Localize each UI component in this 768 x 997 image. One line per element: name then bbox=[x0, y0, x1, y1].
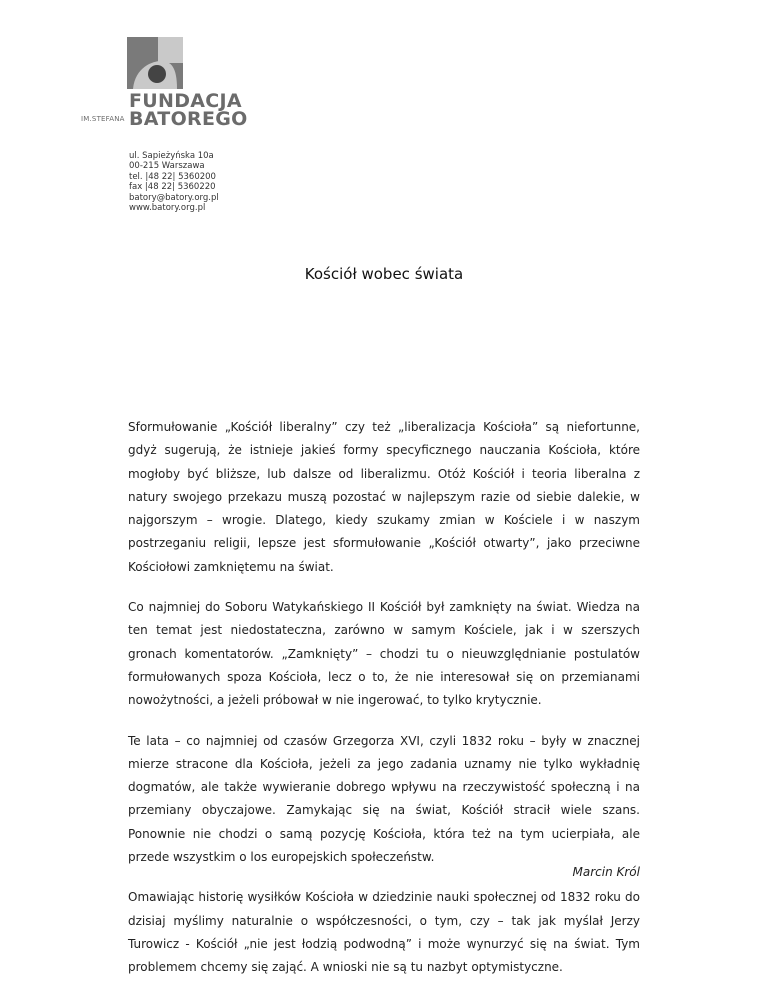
address-fax: fax |48 22| 5360220 bbox=[129, 182, 216, 193]
author-signature: Marcin Król bbox=[572, 865, 640, 879]
org-name-line-2: BATOREGO bbox=[129, 108, 248, 130]
address-street: ul. Sapieżyńska 10a bbox=[129, 151, 214, 161]
address-website[interactable]: www.batory.org.pl bbox=[129, 203, 206, 214]
document-title: Kościół wobec świata bbox=[304, 265, 464, 283]
document-body bbox=[128, 416, 640, 997]
address-email[interactable]: batory@batory.org.pl bbox=[129, 192, 219, 203]
foundation-logo-icon bbox=[127, 37, 183, 89]
paragraph-1: Sformułowanie „Kościół liberalny” czy też „liberalizacja Kościoła” są niefortunne, gdyż sugerują, że istnieje jakieś formy specyficznego nauczania Kościoła, które mogłoby być bliższe, lub dalsze od liberalizmu. Otóż Kościół i teoria liberalna z natury swojego przekazu muszą pozostać w najlepszym razie od siebie dalekie, w najgorszym – wrogie. Dlatego, kiedy szukamy zmian w Kościele i w naszym postrzeganiu religii, lepsze jest sformułowanie „Kościół otwarty”, jako przeciwne Kościołowi zamkniętemu na świat. bbox=[128, 420, 640, 574]
paragraph-4: Omawiając historię wysiłków Kościoła w dziedzinie nauki społecznej od 1832 roku do dzisiaj myślimy naturalnie o współczesności, o tym, czy – tak jak myślał Jerzy Turowicz - Kościół „nie jest łodzią podwodną” i może wynurzyć się na świat. Tym problemem chcemy się zająć. A wnioski nie są tu nazbyt optymistyczne. bbox=[128, 890, 640, 975]
paragraph-2: Co najmniej do Soboru Watykańskiego II Kościół był zamknięty na świat. Wiedza na ten temat jest niedostateczna, zarówno w samym Kościele, jak i w szerszych gronach komentatorów. „Zamknięty” – chodzi tu o nieuwzględnianie postulatów formułowanych spoza Kościoła, lecz o to, że nie interesował się on przemianami nowożytności, a jeżeli próbował w nie ingerować, to tylko krytycznie. bbox=[128, 600, 640, 708]
address-block bbox=[129, 151, 219, 213]
org-name-line-1: FUNDACJA bbox=[129, 90, 242, 112]
organization-name bbox=[129, 92, 248, 128]
organization-prefix: IM.STEFANA bbox=[81, 115, 125, 123]
address-city: 00-215 Warszawa bbox=[129, 161, 205, 172]
paragraph-3: Te lata – co najmniej od czasów Grzegorza XVI, czyli 1832 roku – były w znacznej mierze stracone dla Kościoła, jeżeli za jego zadania uznamy nie tylko wykładnię dogmatów, ale także wywieranie dobrego wpływu na rzeczywistość społeczną i na przemiany obyczajowe. Zamykając się na świat, Kościół stracił wiele szans. Ponownie nie chodzi o samą pozycję Kościoła, która też na tym ucierpiała, ale przede wszystkim o los europejskich społeczeństw. bbox=[128, 733, 640, 865]
address-phone: tel. |48 22| 5360200 bbox=[129, 171, 216, 182]
